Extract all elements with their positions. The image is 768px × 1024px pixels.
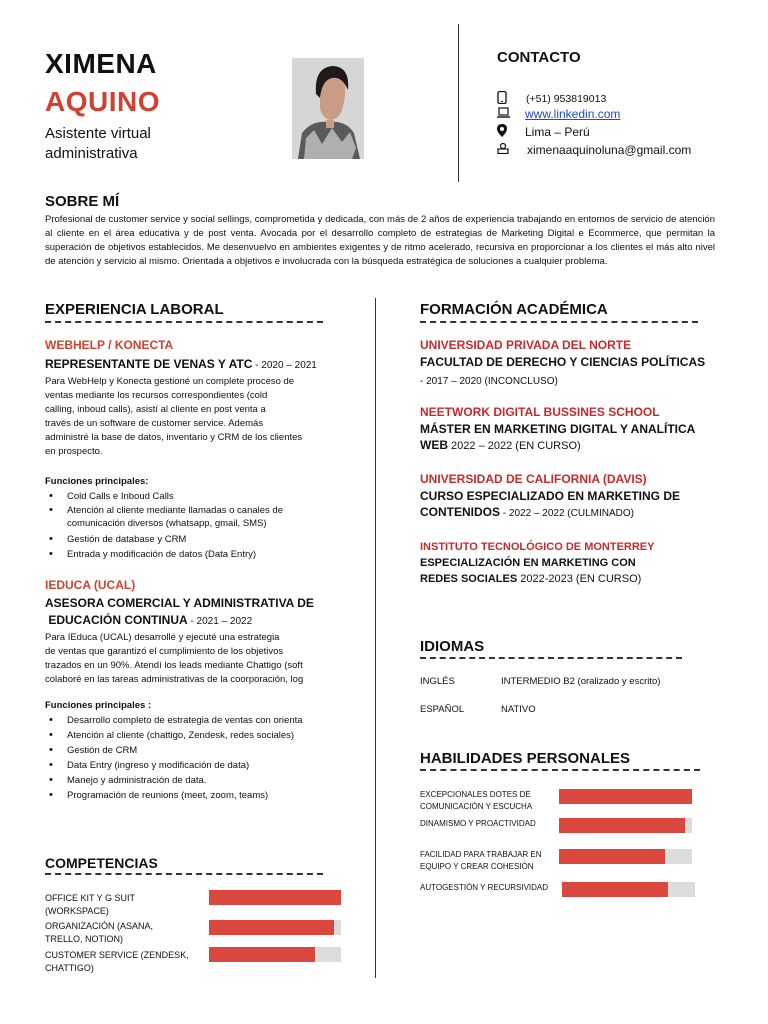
label-line: TRELLO, NOTION) [45, 934, 124, 944]
contact-title: CONTACTO [497, 49, 581, 66]
list-item: • Atención al cliente (chattigo, Zendesk, redes sociales) [67, 728, 325, 743]
soft-skills-title: HABILIDADES PERSONALES [420, 750, 631, 767]
soft-skill-bar-fill [559, 818, 685, 833]
desc-line: calling, inboud calls), asistí al cliente en post venta a [45, 404, 266, 415]
education-title: FORMACIÓN ACADÉMICA [420, 301, 608, 318]
job-company: IEDUCA (UCAL) [45, 578, 136, 592]
experience-divider [45, 321, 323, 323]
contact-location [497, 124, 590, 140]
job-heading [45, 355, 327, 373]
degree-dates: 2022 – 2022 (EN CURSO) [448, 440, 581, 452]
education-item [420, 405, 710, 454]
job-dates: - 2021 – 2022 [187, 616, 253, 627]
degree-text: ESPECIALIZACIÓN EN MARKETING CON REDES SOCIALES [420, 557, 636, 585]
degree-dates: - 2022 – 2022 (CULMINADO) [500, 508, 634, 519]
label-line: (WORKSPACE) [45, 906, 109, 916]
last-name: AQUINO [45, 86, 160, 117]
education-item [420, 472, 710, 522]
label-line: ORGANIZACIÓN (ASANA, [45, 921, 154, 931]
soft-skill-label [420, 849, 542, 873]
phone-icon [497, 91, 517, 107]
education-divider [420, 321, 698, 323]
education-school: INSTITUTO TECNOLÓGICO DE MONTERREY [420, 541, 655, 553]
list-item: • Atención al cliente mediante llamadas o canales de comunicación diversos (whatsapp, gmail, SMS) [67, 504, 327, 532]
column-divider [375, 298, 376, 978]
location-pin-icon [497, 124, 517, 140]
competencies-divider [45, 873, 323, 875]
list-item: • Data Entry (ingreso y modificación de data) [67, 758, 325, 773]
education-degree [420, 555, 670, 587]
soft-skills-divider [420, 769, 700, 771]
list-item: • Manejo y administración de data. [67, 773, 325, 788]
job-role [45, 124, 225, 164]
contact-phone [497, 91, 606, 107]
list-item: • Desarrollo completo de estrategia de ventas con orienta [67, 713, 325, 728]
desc-line: administré la base de datos, inventario y CRM de los clientes [45, 432, 303, 443]
competencies-title: COMPETENCIAS [45, 855, 158, 871]
desc-line: Para WebHelp y Konecta gestioné un complete proceso de [45, 376, 295, 387]
role-line: Asistente virtual [45, 125, 151, 142]
label-line: AUTOGESTIÓN Y RECURSIVIDAD [420, 883, 549, 892]
languages-title: IDIOMAS [420, 638, 485, 655]
languages-divider [420, 657, 682, 659]
label-line: FACILIDAD PARA TRABAJAR EN [420, 850, 542, 859]
linkedin-link[interactable]: www.linkedin.com [525, 107, 621, 121]
label-line: OFFICE KIT Y G SUIT [45, 893, 136, 903]
header-divider [458, 24, 459, 182]
about-text: Profesional de customer service y social sellings, comprometida y dedicada, con más de 2 años de experiencia trabajando en entornos de servicio de atención al cliente en el área educativa y de post venta. Avocada por el desarrollo completo de estrategias de Marketing Digital e Ecommerce, que permitan la superación de objetivos establecidos. Me desenvuelvo en ambientes exigentes y de ritmo acelerado, recursiva en proporcionar a los clientes el más alto nivel de atención y servicio al mismo. Orientada a objetivos e involucrada con la búsqueda estratégica de soluciones a cualquier problema. [45, 214, 715, 267]
soft-skill-bar-fill [559, 849, 665, 864]
list-item: • Cold Calls e Inboud Calls [67, 489, 327, 504]
education-school: UNIVERSIDAD DE CALIFORNIA (DAVIS) [420, 472, 647, 486]
competency-label [45, 920, 153, 946]
soft-skill-label [420, 789, 532, 813]
job-dates: - 2020 – 2021 [252, 360, 317, 371]
location-text: Lima – Perú [525, 125, 590, 139]
desc-line: través de un software de customer service. Además [45, 418, 264, 429]
soft-skill-bar [559, 818, 692, 833]
soft-skill-bar-fill [559, 789, 692, 804]
email-text[interactable]: ximenaaquinoluna@gmail.com [527, 142, 692, 157]
list-item: • Gestión de database y CRM [67, 532, 327, 547]
soft-skill-bar-fill [562, 882, 668, 897]
desc-line: de ventas que garantizó el cumplimiento de los objetivos [45, 646, 284, 657]
soft-skill-bar [559, 789, 692, 804]
education-degree [420, 421, 710, 454]
language-level: NATIVO [501, 704, 536, 715]
phone-text: (+51) 953819013 [526, 93, 607, 105]
competency-bar [209, 947, 341, 962]
label-line: DINAMISMO Y PROACTIVIDAD [420, 819, 536, 828]
education-degree [420, 488, 710, 522]
contact-linkedin [497, 107, 620, 121]
education-degree [420, 354, 710, 390]
label-line: EXCEPCIONALES DOTES DE [420, 790, 531, 799]
degree-text: FACULTAD DE DERECHO Y CIENCIAS POLÍTICAS [420, 355, 706, 369]
competency-bar [209, 920, 341, 935]
soft-skill-label [420, 882, 548, 894]
list-item: • Programación de reunions (meet, zoom, teams) [67, 788, 325, 803]
functions-list [45, 713, 325, 803]
language-name: INGLÉS [420, 676, 455, 687]
job-description [45, 375, 327, 459]
competency-bar-fill [209, 947, 315, 962]
desc-line: colaboré en las tareas administrativas de la coorporación, log [45, 674, 304, 685]
job-position: ASESORA COMERCIAL Y ADMINISTRATIVA DE [45, 596, 314, 610]
label-line: CUSTOMER SERVICE (ZENDESK, [45, 950, 189, 960]
desc-line: en prospecto. [45, 446, 103, 457]
email-icon [497, 142, 517, 157]
job-position: REPRESENTANTE DE VENAS Y ATC [45, 357, 253, 371]
education-school: NEETWORK DIGITAL BUSSINES SCHOOL [420, 405, 660, 419]
soft-skill-bar [559, 849, 692, 864]
job-heading [45, 611, 325, 629]
job-webhelp [45, 338, 327, 562]
education-item [420, 541, 710, 587]
first-name: XIMENA [45, 48, 157, 79]
label-line: CHATTIGO) [45, 963, 94, 973]
list-item: • Entrada y modificación de datos (Data Entry) [67, 547, 327, 562]
degree-dates: - 2017 – 2020 (INCONCLUSO) [420, 376, 558, 387]
job-position: EDUCACIÓN CONTINUA [45, 613, 188, 627]
role-line: administrativa [45, 145, 138, 162]
laptop-icon [497, 107, 517, 121]
competency-label [45, 892, 135, 918]
competency-label [45, 949, 189, 975]
degree-dates: 2022-2023 (EN CURSO) [517, 573, 642, 585]
functions-title: Funciones principales: [45, 476, 149, 487]
desc-line: trazados en un 90%. Atendí los leads mediante Chattigo (soft [45, 660, 303, 671]
contact-email [497, 142, 691, 157]
education-school: UNIVERSIDAD PRIVADA DEL NORTE [420, 338, 632, 352]
experience-title: EXPERIENCIA LABORAL [45, 301, 224, 318]
competency-bar-fill [209, 920, 334, 935]
soft-skill-bar [562, 882, 695, 897]
language-name: ESPAÑOL [420, 704, 465, 715]
competency-bar [209, 890, 341, 905]
degree-text: MÁSTER EN MARKETING DIGITAL Y ANALÍTICA WEB [420, 422, 695, 452]
desc-line: ventas mediante los recursos correspondientes (cold [45, 390, 268, 401]
list-item: • Gestión de CRM [67, 743, 325, 758]
job-ieduca [45, 578, 325, 803]
functions-title: Funciones principales : [45, 700, 152, 711]
label-line: EQUIPO Y CREAR COHESIÓN [420, 862, 534, 871]
degree-text: CURSO ESPECIALIZADO EN MARKETING DE CONTENIDOS [420, 489, 681, 519]
functions-list [45, 489, 327, 562]
job-description [45, 631, 325, 687]
about-title: SOBRE MÍ [45, 193, 120, 210]
language-level: INTERMEDIO B2 (oralizado y escrito) [501, 676, 661, 687]
competency-bar-fill [209, 890, 341, 905]
label-line: COMUNICACIÓN Y ESCUCHA [420, 802, 533, 811]
soft-skill-label [420, 818, 536, 830]
job-company: WEBHELP / KONECTA [45, 338, 174, 352]
desc-line: Para IEduca (UCAL) desarrollé y ejecuté una estrategia [45, 632, 280, 643]
education-item [420, 338, 710, 390]
profile-photo [292, 58, 364, 159]
